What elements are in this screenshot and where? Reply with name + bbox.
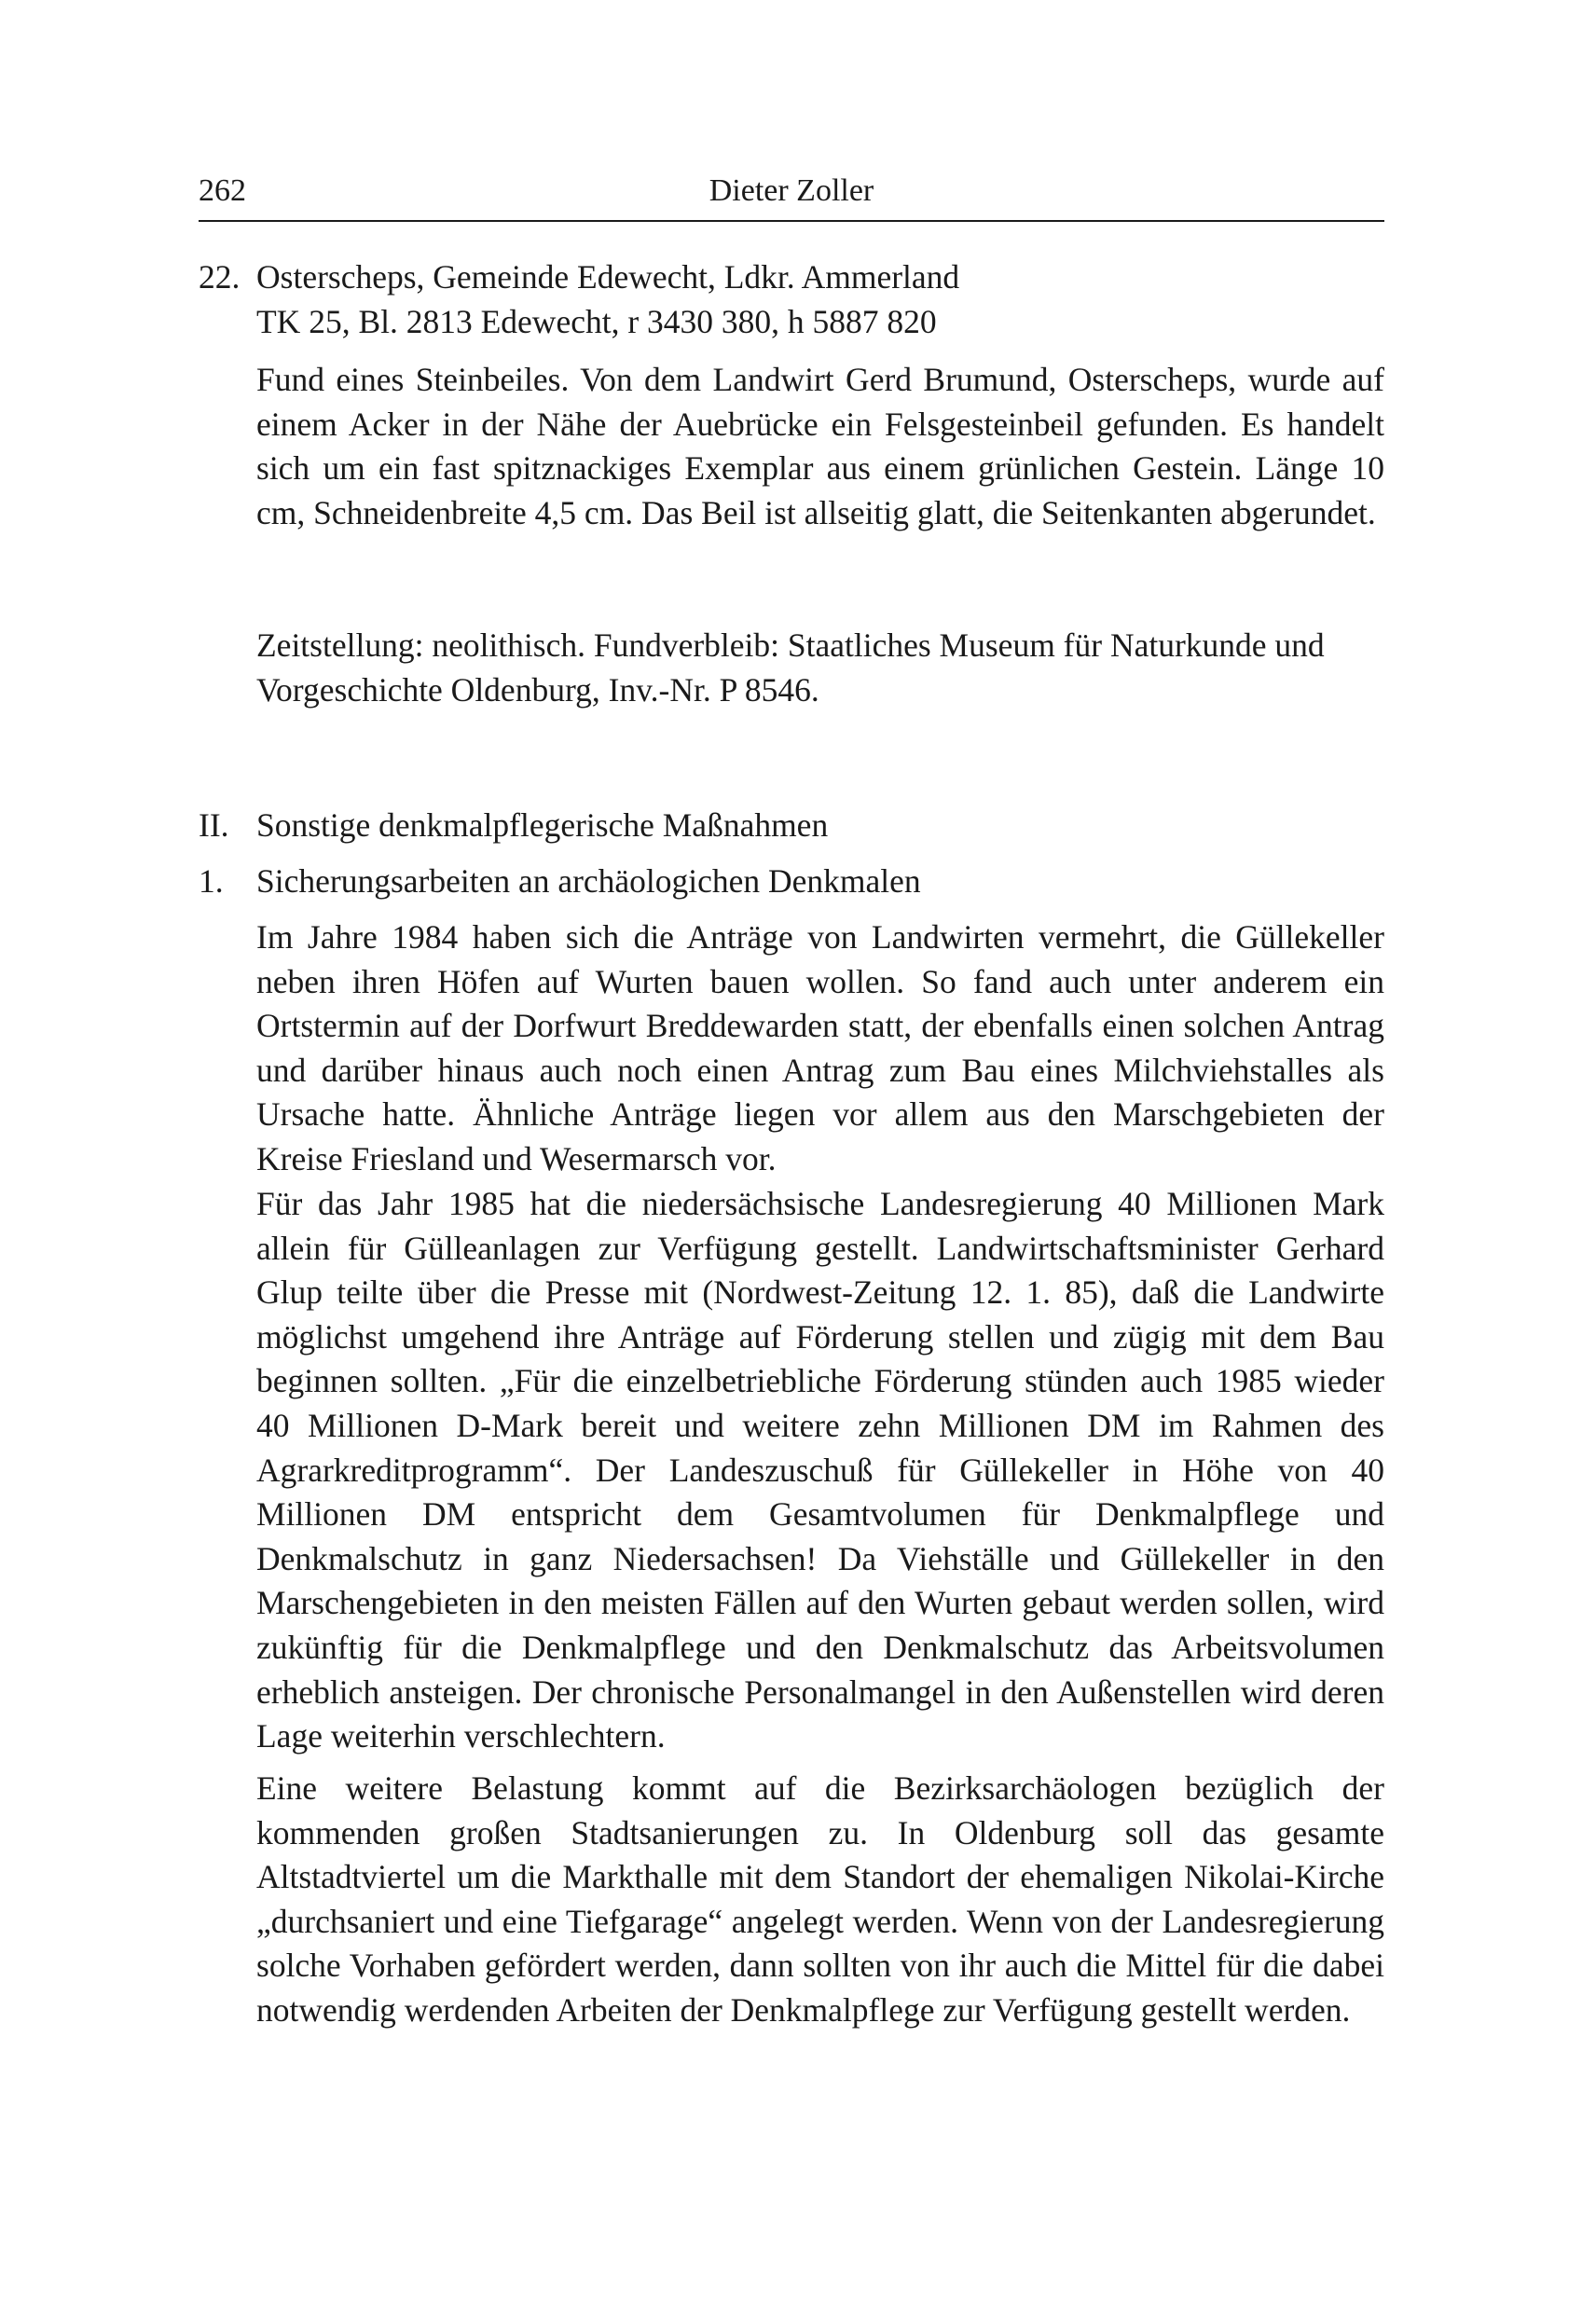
entry-22-description: Fund eines Steinbeiles. Von dem Landwirt Gerd Brumund, Osterscheps, wurde auf einem Acker in der Nähe der Auebrücke ein Felsgesteinbeil gefunden. Es handelt sich um ein fast spitznackiges Exemplar aus einem grünlichen Gestein. Länge 10 cm, Schneidenbreite 4,5 cm. Das Beil ist allseitig glatt, die Seitenkanten abgerundet. — [256, 361, 1384, 531]
entry-number: 22. — [199, 258, 241, 296]
entry-title: Osterscheps, Gemeinde Edewecht, Ldkr. Ammerland — [256, 258, 960, 296]
entry-22-dating-and-location: Zeitstellung: neolithisch. Fundverbleib: Staatliches Museum für Naturkunde und Vorgeschichte Oldenburg, Inv.-Nr. P 8546. — [256, 626, 1325, 709]
section-title: Sonstige denkmalpflegerische Maßnahmen — [256, 806, 829, 844]
paragraph: Für das Jahr 1985 hat die niedersächsische Landesregierung 40 Millionen Mark allein für Gülleanlagen zur Verfügung gestellt. Landwirtschaftsminister Gerhard Glup teilte über die Presse mit (Nordwest-Zeitung 12. 1. 85), daß die Landwirte möglichst umgehend ihre Anträge auf Förderung stellen und zügig mit dem Bau beginnen sollten. „Für die einzelbetriebliche Förderung stünden auch 1985 wieder 40 Millionen D-Mark bereit und weitere zehn Millionen DM im Rahmen des Agrarkreditprogramm“. Der Landeszuschuß für Güllekeller in Höhe von 40 Millionen DM entspricht dem Gesamtvolumen für Denkmalpflege und Denkmalschutz in ganz Niedersachsen! Da Viehställe und Güllekeller in den Marschengebieten in den meisten Fällen auf den Wurten gebaut werden sollen, wird zukünftig für die Denkmalpflege und den Denkmalschutz das Arbeitsvolumen erheblich ansteigen. Der chronische Personalmangel in den Außenstellen wird deren Lage weiterhin verschlechtern. — [256, 1185, 1384, 1755]
section-number: II. — [199, 806, 229, 844]
entry-22-heading — [199, 255, 1384, 344]
paragraph: Im Jahre 1984 haben sich die Anträge von Landwirten vermehrt, die Güllekeller neben ihren Höfen auf Wurten bauen wollen. So fand auch unter anderem ein Ortstermin auf der Dorfwurt Breddewarden statt, der ebenfalls einen solchen Antrag und darüber hinaus auch noch einen Antrag zum Bau eines Milchviehstalles als Ursache hatte. Ähnliche Anträge liegen vor allem aus den Marschgebieten der Kreise Friesland und Wesermarsch vor. — [256, 918, 1384, 1177]
page-number: 262 — [199, 173, 246, 208]
subsection-title: Sicherungsarbeiten an archäologichen Denkmalen — [256, 862, 921, 900]
header-rule — [199, 220, 1384, 222]
running-head-author: Dieter Zoller — [709, 173, 874, 208]
paragraph: Eine weitere Belastung kommt auf die Bezirksarchäologen bezüglich der kommenden großen Stadtsanierungen zu. In Oldenburg soll das gesamte Altstadtviertel um die Markthalle mit dem Standort der ehemaligen Nikolai-Kirche „durchsaniert und eine Tiefgarage“ angelegt werden. Wenn von der Landesregierung solche Vorhaben gefördert werden, dann sollten von ihr auch die Mittel für die dabei notwendig werdenden Arbeiten der Denkmalpflege zur Verfügung gestellt werden. — [256, 1769, 1384, 2029]
subsection-heading — [199, 860, 1384, 904]
section-heading — [199, 804, 1384, 848]
running-header — [199, 172, 1384, 219]
entry-map-reference: TK 25, Bl. 2813 Edewecht, r 3430 380, h 5887 820 — [256, 302, 937, 340]
subsection-number: 1. — [199, 862, 224, 900]
